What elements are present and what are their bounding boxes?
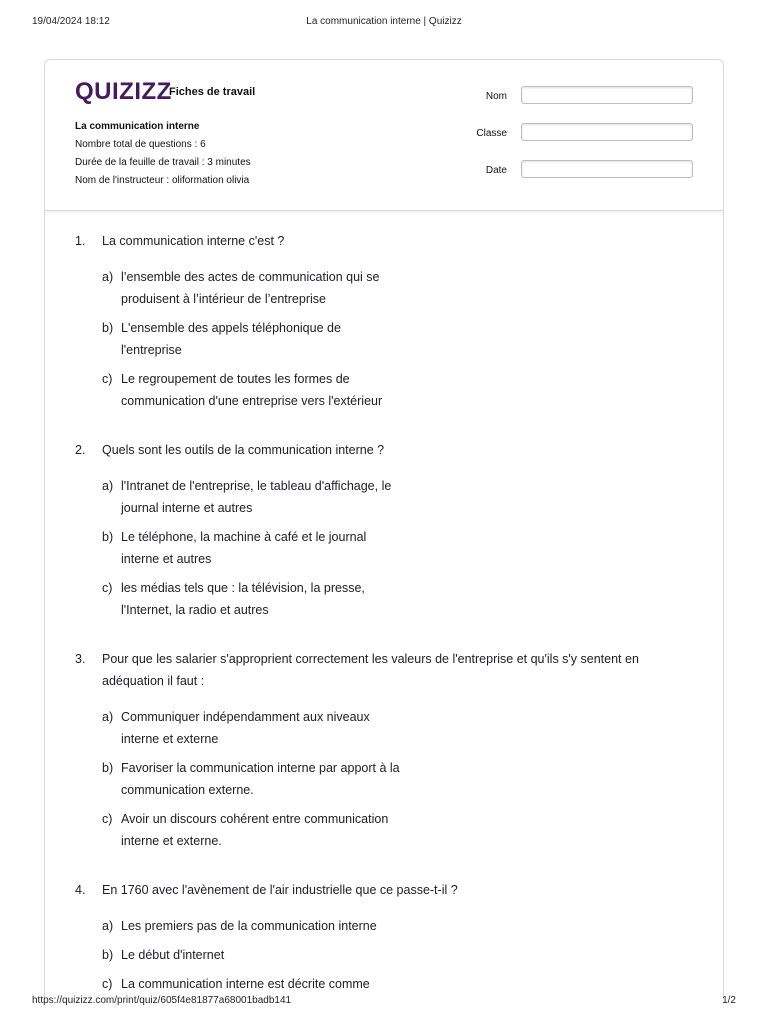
option-text: Les premiers pas de la communication interne xyxy=(121,919,377,933)
class-input[interactable] xyxy=(521,123,693,141)
option-text: Avoir un discours cohérent entre communication interne et externe. xyxy=(121,812,389,848)
option-letter: c) xyxy=(102,977,113,991)
answer-option xyxy=(102,915,402,937)
answer-option xyxy=(102,577,402,621)
question-number: 1. xyxy=(75,234,86,248)
question-2 xyxy=(75,439,693,628)
print-page-number: 1/2 xyxy=(722,995,736,1006)
question-text: Quels sont les outils de la communication interne ? xyxy=(102,443,385,457)
option-letter: a) xyxy=(102,710,114,724)
total-questions: Nombre total de questions : 6 xyxy=(75,139,206,150)
answer-options xyxy=(75,706,693,859)
question-stem xyxy=(75,648,693,692)
print-url: https://quizizz.com/print/quiz/605f4e81877a68001badb141 xyxy=(32,995,292,1006)
question-number: 4. xyxy=(75,883,86,897)
question-stem xyxy=(75,439,693,461)
question-number: 2. xyxy=(75,443,86,457)
question-4 xyxy=(75,879,693,999)
question-text: En 1760 avec l'avènement de l'air industrielle que ce passe-t-il ? xyxy=(102,883,458,897)
answer-options xyxy=(75,475,693,628)
answer-options xyxy=(75,266,693,419)
date-field-row xyxy=(453,160,693,197)
option-text: l’ensemble des actes de communication qui se produisent à l’intérieur de l’entreprise xyxy=(121,270,380,306)
worksheet-duration: Durée de la feuille de travail : 3 minutes xyxy=(75,157,251,168)
answer-options xyxy=(75,915,693,999)
question-stem xyxy=(75,230,693,252)
question-list xyxy=(75,230,693,999)
worksheet-card xyxy=(44,59,724,999)
worksheet-header xyxy=(45,60,723,211)
question-text: Pour que les salarier s'approprient correctement les valeurs de l'entreprise et qu'ils s'y sentent en adéquation il faut : xyxy=(102,652,639,688)
option-letter: c) xyxy=(102,812,113,826)
option-letter: b) xyxy=(102,530,114,544)
instructor-name: Nom de l'instructeur : oliformation olivia xyxy=(75,175,250,186)
question-1 xyxy=(75,230,693,419)
class-label: Classe xyxy=(476,128,507,139)
option-text: Le regroupement de toutes les formes de communication d'une entreprise vers l'extérieur xyxy=(121,372,383,408)
worksheet-subtitle: Fiches de travail xyxy=(169,86,256,98)
answer-option xyxy=(102,317,402,361)
option-letter: c) xyxy=(102,581,113,595)
answer-option xyxy=(102,526,402,570)
option-letter: a) xyxy=(102,479,114,493)
print-date: 19/04/2024 18:12 xyxy=(32,16,110,27)
option-text: Communiquer indépendamment aux niveaux interne et externe xyxy=(121,710,370,746)
class-field-row xyxy=(453,123,693,160)
option-text: Favoriser la communication interne par apport à la communication externe. xyxy=(121,761,400,797)
question-number: 3. xyxy=(75,652,86,666)
quiz-title: La communication interne xyxy=(75,121,200,132)
answer-option xyxy=(102,706,402,750)
option-letter: a) xyxy=(102,919,114,933)
question-3 xyxy=(75,648,693,859)
name-input[interactable] xyxy=(521,86,693,104)
name-field-row xyxy=(453,86,693,123)
quizizz-logo: QUIZIZZ xyxy=(75,78,172,105)
option-text: les médias tels que : la télévision, la presse, l'Internet, la radio et autres xyxy=(121,581,365,617)
name-label: Nom xyxy=(485,91,507,102)
print-header xyxy=(32,16,736,30)
option-letter: a) xyxy=(102,270,114,284)
option-text: La communication interne est décrite comme xyxy=(121,977,370,991)
option-letter: b) xyxy=(102,948,114,962)
question-stem xyxy=(75,879,693,901)
student-fields xyxy=(453,86,693,197)
date-input[interactable] xyxy=(521,160,693,178)
option-letter: c) xyxy=(102,372,113,386)
option-letter: b) xyxy=(102,761,114,775)
option-text: l'Intranet de l'entreprise, le tableau d'affichage, le journal interne et autres xyxy=(121,479,392,515)
date-label: Date xyxy=(485,165,507,176)
option-letter: b) xyxy=(102,321,114,335)
option-text: Le téléphone, la machine à café et le journal interne et autres xyxy=(121,530,367,566)
answer-option xyxy=(102,266,402,310)
answer-option xyxy=(102,944,402,966)
option-text: L'ensemble des appels téléphonique de l'entreprise xyxy=(121,321,341,357)
print-title: La communication interne | Quizizz xyxy=(306,16,462,27)
quiz-info xyxy=(75,118,251,190)
answer-option xyxy=(102,757,402,801)
print-footer xyxy=(32,995,736,1009)
answer-option xyxy=(102,475,402,519)
answer-option xyxy=(102,368,402,412)
option-text: Le début d'internet xyxy=(121,948,225,962)
answer-option xyxy=(102,808,402,852)
question-text: La communication interne c'est ? xyxy=(102,234,285,248)
